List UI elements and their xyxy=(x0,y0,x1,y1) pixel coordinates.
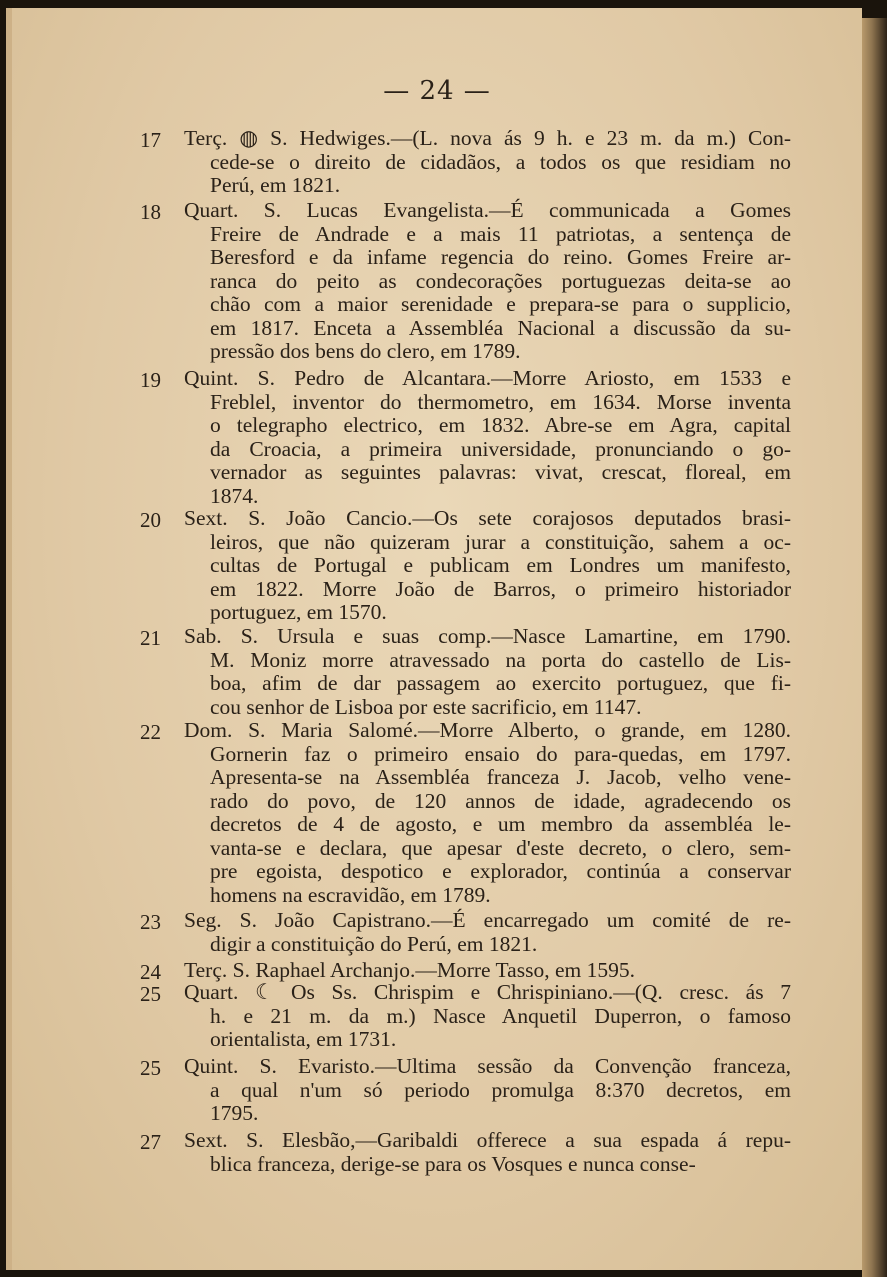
entry-day-number: 27 xyxy=(140,1130,161,1154)
entry-continuation-line: h. e 21 m. da m.) Nasce Anquetil Duperron, o famoso xyxy=(210,1003,791,1028)
entry-day-number: 21 xyxy=(140,626,161,650)
entry-first-line: Quint. S. Evaristo.—Ultima sessão da Convenção franceza, xyxy=(184,1054,791,1078)
entry-continuation-line: pre egoista, despotico e explorador, continúa a conservar xyxy=(210,859,791,883)
entry-first-line: Terç. S. Raphael Archanjo.—Morre Tasso, em 1595. xyxy=(184,958,635,982)
entry-continuation-line: Apresenta-se na Assembléa franceza J. Jacob, velho vene- xyxy=(210,765,791,789)
entry-continuation-line: em 1822. Morre João de Barros, o primeiro historiador xyxy=(210,576,791,601)
entry-continuation-line: rado do povo, de 120 annos de idade, agradecendo os xyxy=(210,788,791,813)
entry-day-number: 24 xyxy=(140,960,161,984)
entry-continuation-line: cultas de Portugal e publicam em Londres um manifesto, xyxy=(210,553,791,577)
entry-first-line: Quint. S. Pedro de Alcantara.—Morre Ariosto, em 1533 e xyxy=(184,366,791,390)
entry-first-line: Terç. ◍ S. Hedwiges.—(L. nova ás 9 h. e 23 m. da m.) Con- xyxy=(184,126,791,150)
entry-continuation-line: blica franceza, derige-se para os Vosques e nunca conse- xyxy=(210,1151,696,1176)
entry-continuation-line: cou senhor de Lisboa por este sacrificio, em 1147. xyxy=(210,694,642,719)
book-page xyxy=(6,8,862,1270)
entry-continuation-line: em 1817. Enceta a Assembléa Nacional a discussão da su- xyxy=(210,315,791,340)
entry-continuation-line: pressão dos bens do clero, em 1789. xyxy=(210,339,521,363)
entry-day-number: 18 xyxy=(140,200,161,224)
entry-continuation-line: da Croacia, a primeira universidade, pronunciando o go- xyxy=(210,436,791,461)
page-edge-shadow xyxy=(862,18,887,1277)
entry-day-number: 19 xyxy=(140,368,161,392)
entry-continuation-line: Perú, em 1821. xyxy=(210,173,341,197)
entry-first-line: Quart. ☾ Os Ss. Chrispim e Chrispiniano.—(Q. cresc. ás 7 xyxy=(184,980,791,1004)
entry-continuation-line: Freire de Andrade e a mais 11 patriotas, a sentença de xyxy=(210,221,791,246)
entry-day-number: 20 xyxy=(140,508,161,532)
entry-first-line: Quart. S. Lucas Evangelista.—É communicada a Gomes xyxy=(184,198,791,222)
entry-first-line: Seg. S. João Capistrano.—É encarregado um comité de re- xyxy=(184,908,791,932)
entry-first-line: Sext. S. Elesbão,—Garibaldi offerece a sua espada á repu- xyxy=(184,1128,791,1152)
entry-continuation-line: Freblel, inventor do thermometro, em 1634. Morse inventa xyxy=(210,389,791,414)
entry-continuation-line: decretos de 4 de agosto, e um membro da assembléa le- xyxy=(210,812,791,836)
entry-continuation-line: o telegrapho electrico, em 1832. Abre-se em Agra, capital xyxy=(210,413,791,437)
entry-continuation-line: Gornerin faz o primeiro ensaio do para-quedas, em 1797. xyxy=(210,741,791,766)
entry-continuation-line: portuguez, em 1570. xyxy=(210,600,387,624)
entry-day-number: 25 xyxy=(140,982,161,1006)
entry-day-number: 17 xyxy=(140,128,161,152)
entry-first-line: Dom. S. Maria Salomé.—Morre Alberto, o grande, em 1280. xyxy=(184,718,791,742)
entry-continuation-line: vernador as seguintes palavras: vivat, crescat, floreal, em xyxy=(210,460,791,484)
entry-continuation-line: M. Moniz morre atravessado na porta do castello de Lis- xyxy=(210,647,791,672)
entry-continuation-line: orientalista, em 1731. xyxy=(210,1027,397,1051)
entry-continuation-line: boa, afim de dar passagem ao exercito portuguez, que fi- xyxy=(210,671,791,695)
entry-continuation-line: Beresford e da infame regencia do reino. Gomes Freire ar- xyxy=(210,245,791,269)
entry-first-line: Sext. S. João Cancio.—Os sete corajosos deputados brasi- xyxy=(184,506,791,530)
entry-continuation-line: leiros, que não quizeram jurar a constituição, sahem a oc- xyxy=(210,529,791,554)
entry-continuation-line: chão com a maior serenidade e prepara-se para o supplicio, xyxy=(210,292,791,316)
entry-day-number: 23 xyxy=(140,910,161,934)
entry-continuation-line: 1874. xyxy=(210,483,259,508)
entry-continuation-line: a qual n'um só periodo promulga 8:370 decretos, em xyxy=(210,1077,791,1102)
entry-day-number: 22 xyxy=(140,720,161,744)
entry-continuation-line: ranca do peito as condecorações portuguezas deita-se ao xyxy=(210,268,791,293)
page-number: — 24 — xyxy=(383,76,491,106)
entry-day-number: 25 xyxy=(140,1056,161,1080)
entry-continuation-line: digir a constituição do Perú, em 1821. xyxy=(210,931,538,956)
entry-continuation-line: homens na escravidão, em 1789. xyxy=(210,882,491,907)
entry-continuation-line: 1795. xyxy=(210,1101,259,1125)
entry-first-line: Sab. S. Ursula e suas comp.—Nasce Lamartine, em 1790. xyxy=(184,624,791,648)
entry-continuation-line: cede-se o direito de cidadãos, a todos os que residiam no xyxy=(210,149,791,174)
entry-continuation-line: vanta-se e declara, que apesar d'este decreto, o clero, sem- xyxy=(210,835,791,860)
